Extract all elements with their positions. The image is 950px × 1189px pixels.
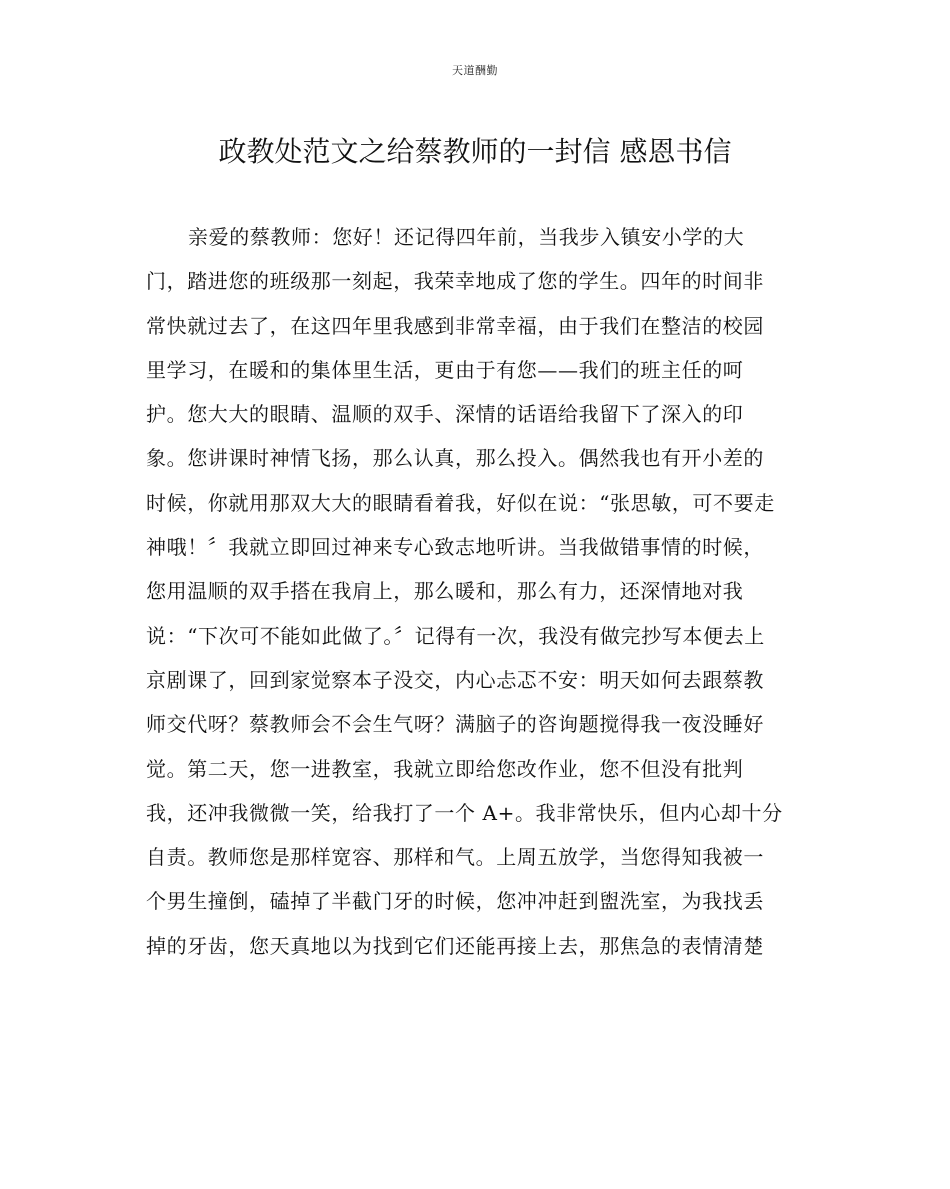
body-line: 门，踏进您的班级那一刻起，我荣幸地成了您的学生。四年的时间非 <box>146 269 764 294</box>
body-line: 护。您大大的眼睛、温顺的双手、深情的话语给我留下了深入的印 <box>146 402 744 427</box>
body-line: 个男生撞倒，磕掉了半截门牙的时候，您冲冲赶到盥洗室，为我找丢 <box>146 889 764 914</box>
body-line: 掉的牙齿，您天真地以为找到它们还能再接上去，那焦急的表情清楚 <box>146 933 764 958</box>
body-line: 象。您讲课时神情飞扬，那么认真，那么投入。偶然我也有开小差的 <box>146 446 764 471</box>
body-line: 常快就过去了，在这四年里我感到非常幸福，由于我们在整洁的校园 <box>146 313 764 338</box>
letter-body <box>146 222 826 975</box>
body-line: 京剧课了，回到家觉察本子没交，内心忐忑不安：明天如何去跟蔡教 <box>146 667 764 692</box>
body-line: 您用温顺的双手搭在我肩上，那么暖和，那么有力，还深情地对我 <box>146 579 744 604</box>
body-line: 里学习，在暖和的集体里生活，更由于有您——我们的班主任的呵 <box>146 357 744 382</box>
page-header: 天道酬勤 <box>452 64 498 77</box>
body-line: 我，还冲我微微一笑，给我打了一个 A+。我非常快乐，但内心却十分 <box>146 800 783 825</box>
body-line: 觉。第二天，您一进教室，我就立即给您改作业，您不但没有批判 <box>146 756 744 781</box>
body-line: 师交代呀？蔡教师会不会生气呀？满脑子的咨询题搅得我一夜没睡好 <box>146 712 764 737</box>
body-line: 说：“下次可不能如此做了。〞记得有一次，我没有做完抄写本便去上 <box>146 623 765 648</box>
document-title: 政教处范文之给蔡教师的一封信 感恩书信 <box>218 135 732 168</box>
body-line: 神哦！〞我就立即回过神来专心致志地听讲。当我做错事情的时候， <box>146 535 764 560</box>
body-line: 亲爱的蔡教师：您好！还记得四年前，当我步入镇安小学的大 <box>188 225 745 249</box>
body-line: 时候，你就用那双大大的眼睛看着我，好似在说：“张思敏，可不要走 <box>146 490 775 515</box>
body-line: 自责。教师您是那样宽容、那样和气。上周五放学，当您得知我被一 <box>146 845 764 870</box>
